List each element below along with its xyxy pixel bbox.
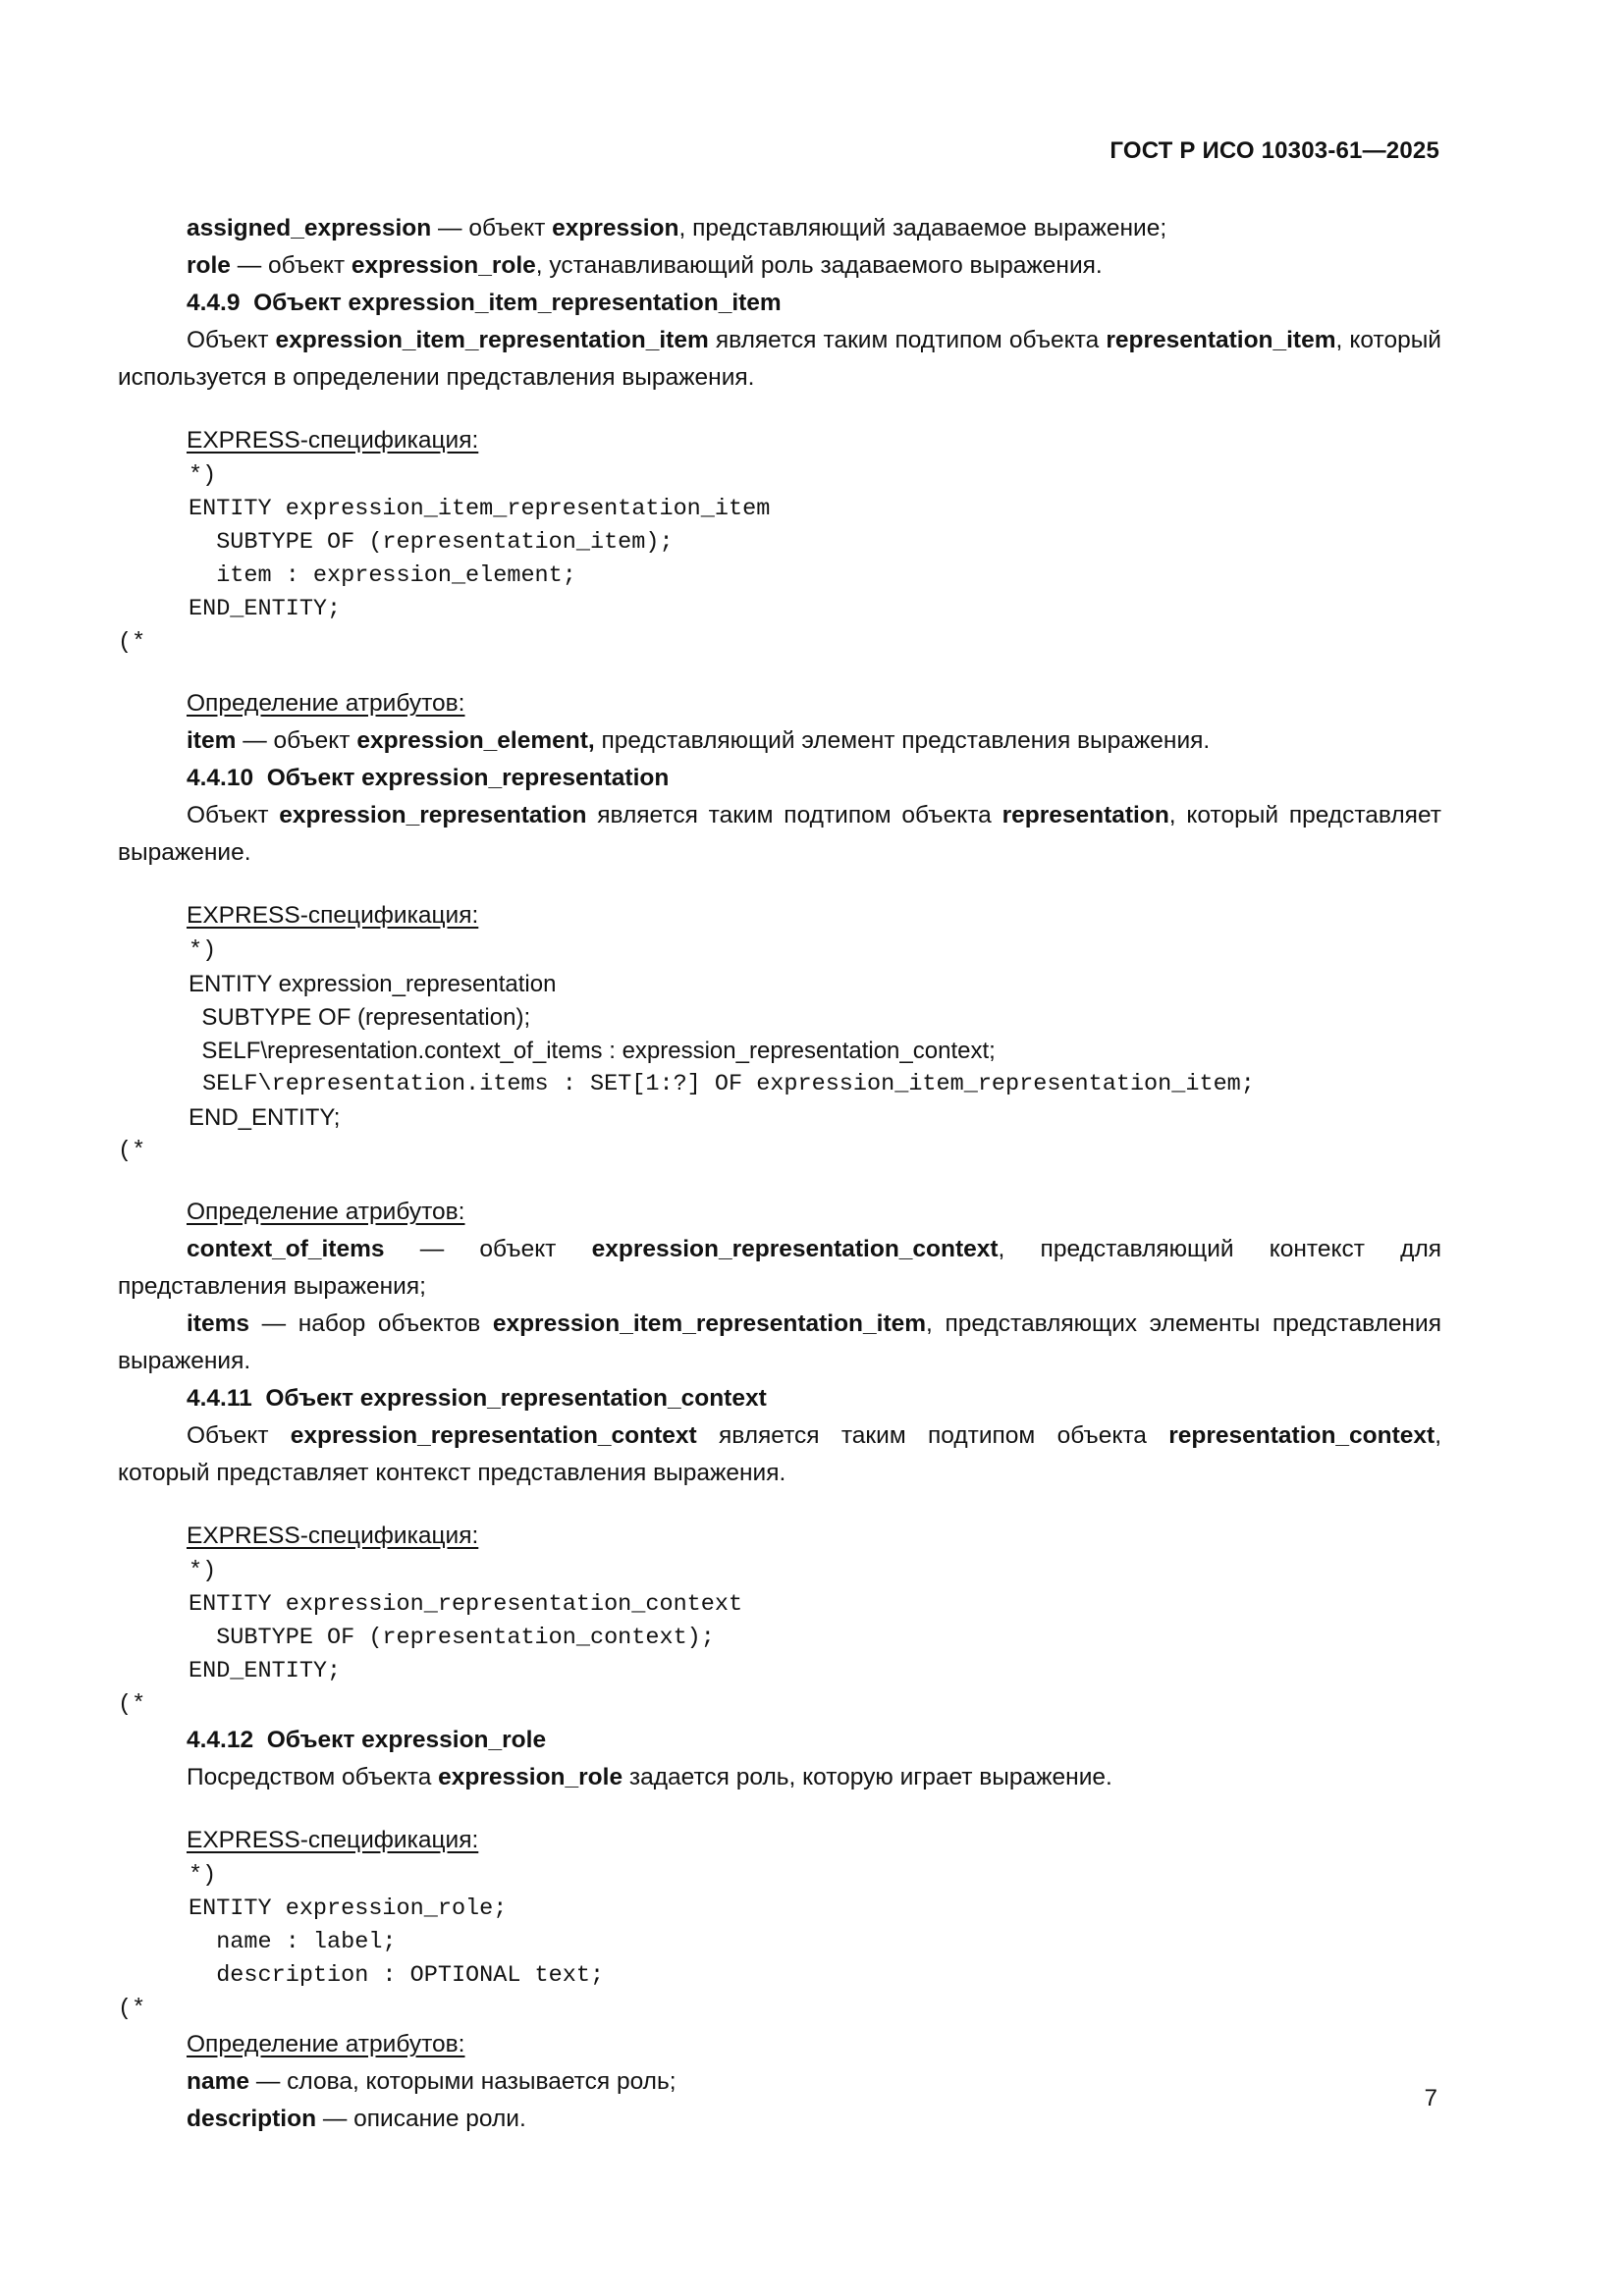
text-run: , который представляет контекст представления выражения. (118, 1422, 1441, 1486)
code-line: ENTITY expression_role; (189, 1896, 508, 1922)
paragraph (118, 2063, 1441, 2101)
code-line: ENTITY expression_representation (189, 971, 557, 997)
section-label (118, 685, 1441, 722)
bold-term: assigned_expression (187, 215, 432, 241)
paragraph (118, 1759, 1441, 1796)
express-comment-open-marker: (* (118, 1138, 146, 1164)
section-heading (118, 760, 1441, 797)
paragraph (118, 210, 1441, 247)
text-run: , устанавливающий роль задаваемого выражения. (535, 252, 1103, 279)
text-run: , который представляет выражение. (118, 802, 1441, 866)
text-run: EXPRESS-спецификация: (187, 902, 479, 929)
paragraph (118, 722, 1441, 760)
text-run: Объект (187, 802, 280, 828)
paragraph (118, 247, 1441, 285)
text-run: — объект (384, 1236, 592, 1262)
bold-term: expression_item_representation_item (275, 327, 709, 353)
bold-term: expression_element, (356, 727, 595, 754)
express-comment-close-marker: *) (189, 1862, 217, 1889)
bold-term: expression_role (351, 252, 536, 279)
bold-term: items (187, 1310, 250, 1337)
bold-term: name (187, 2068, 250, 2095)
bold-term: context_of_items (187, 1236, 385, 1262)
express-comment-close-marker: *) (189, 937, 217, 964)
section-label (118, 1194, 1441, 1231)
express-code-block (118, 493, 1441, 626)
text-run: Объект (187, 1422, 291, 1449)
section-label (118, 1822, 1441, 1859)
code-line: SUBTYPE OF (representation_context); (189, 1625, 715, 1651)
bold-term: expression_representation_context (290, 1422, 697, 1449)
section-label (118, 422, 1441, 459)
bold-term: item (187, 727, 237, 754)
text-run: Определение атрибутов: (187, 1199, 465, 1225)
page-number: 7 (1424, 2085, 1437, 2111)
express-code-block (118, 968, 1441, 1135)
bold-term: 4.4.10 Объект expression_representation (187, 765, 670, 791)
express-comment-close-marker: *) (189, 1558, 217, 1584)
text-run: является таким подтипом объекта (586, 802, 1002, 828)
code-line: SUBTYPE OF (representation_item); (189, 529, 674, 556)
text-run: , представляющий контекст для представления выражения; (118, 1236, 1441, 1300)
bold-term: role (187, 252, 231, 279)
text-run: Определение атрибутов: (187, 2031, 465, 2057)
text-run: Объект (187, 327, 276, 353)
code-line: ENTITY expression_representation_context (189, 1591, 743, 1618)
code-line: item : expression_element; (189, 562, 576, 589)
text-run: представляющий элемент представления выражения. (594, 727, 1211, 754)
express-comment-open-marker: (* (118, 1691, 146, 1718)
text-run: задается роль, которую играет выражение. (623, 1764, 1112, 1790)
section-label (118, 897, 1441, 934)
code-line: ENTITY expression_item_representation_item (189, 496, 771, 522)
section-heading (118, 285, 1441, 322)
section-heading (118, 1722, 1441, 1759)
code-line: description : OPTIONAL text; (189, 1962, 605, 1989)
text-run: EXPRESS-спецификация: (187, 1522, 479, 1549)
bold-term: representation_​item (1106, 327, 1336, 353)
express-code-block (118, 1893, 1441, 1993)
text-run: — объект (230, 252, 352, 279)
paragraph (118, 1417, 1441, 1492)
bold-term: expression_representation (279, 802, 587, 828)
bold-term: expression_representation_context (591, 1236, 999, 1262)
text-run: — объект (431, 215, 553, 241)
code-line: END_ENTITY; (189, 596, 342, 622)
text-run: — описание роли. (316, 2106, 526, 2132)
text-run: Посредством объекта (187, 1764, 439, 1790)
code-line: SUBTYPE OF (representation); (189, 1004, 531, 1031)
section-label (118, 1518, 1441, 1555)
paragraph (118, 322, 1441, 397)
page-header: ГОСТ Р ИСО 10303-61—2025 (1110, 137, 1439, 164)
text-run: , который используется в определении представления выражения. (118, 327, 1441, 391)
bold-term: 4.4.9 Объект expression_item_representation_item (187, 290, 782, 316)
paragraph (118, 2101, 1441, 2138)
text-run: EXPRESS-спецификация: (187, 1827, 479, 1853)
bold-term: expression_role (438, 1764, 623, 1790)
code-line: name : label; (189, 1929, 397, 1955)
text-run: является таким подтипом объекта (708, 327, 1107, 353)
document-content (118, 210, 1441, 2138)
text-run: Определение атрибутов: (187, 690, 465, 717)
express-code-block (118, 1588, 1441, 1688)
text-run: — объект (236, 727, 357, 754)
bold-term: 4.4.12 Объект expression_role (187, 1727, 547, 1753)
bold-term: 4.4.11 Объект expression_representation_context (187, 1385, 767, 1412)
express-comment-open-marker: (* (118, 629, 146, 656)
paragraph (118, 1306, 1441, 1380)
text-run: — слова, которыми называется роль; (249, 2068, 677, 2095)
text-run: — набор объектов (249, 1310, 493, 1337)
section-heading (118, 1380, 1441, 1417)
bold-term: description (187, 2106, 317, 2132)
section-label (118, 2026, 1441, 2063)
text-run: , представляющий задаваемое выражение; (678, 215, 1167, 241)
text-run: , представляющих элементы представления выражения. (118, 1310, 1441, 1374)
bold-term: representation (1001, 802, 1169, 828)
code-line: END_ENTITY; (189, 1658, 342, 1684)
bold-term: expression (552, 215, 679, 241)
text-run: EXPRESS-спецификация: (187, 427, 479, 454)
paragraph (118, 797, 1441, 872)
code-line: SELF\representation.items : SET[1:?] OF expression_item_representation_item; (189, 1071, 1255, 1097)
text-run: является таким подтипом объекта (696, 1422, 1169, 1449)
paragraph (118, 1231, 1441, 1306)
bold-term: expression_item_representation_item (492, 1310, 927, 1337)
express-comment-close-marker: *) (189, 462, 217, 489)
express-comment-open-marker: (* (118, 1996, 146, 2022)
code-line: END_ENTITY; (189, 1104, 341, 1131)
code-line: SELF\representation.context_of_items : expression_representation_context; (189, 1038, 996, 1064)
bold-term: representation_​context (1168, 1422, 1435, 1449)
